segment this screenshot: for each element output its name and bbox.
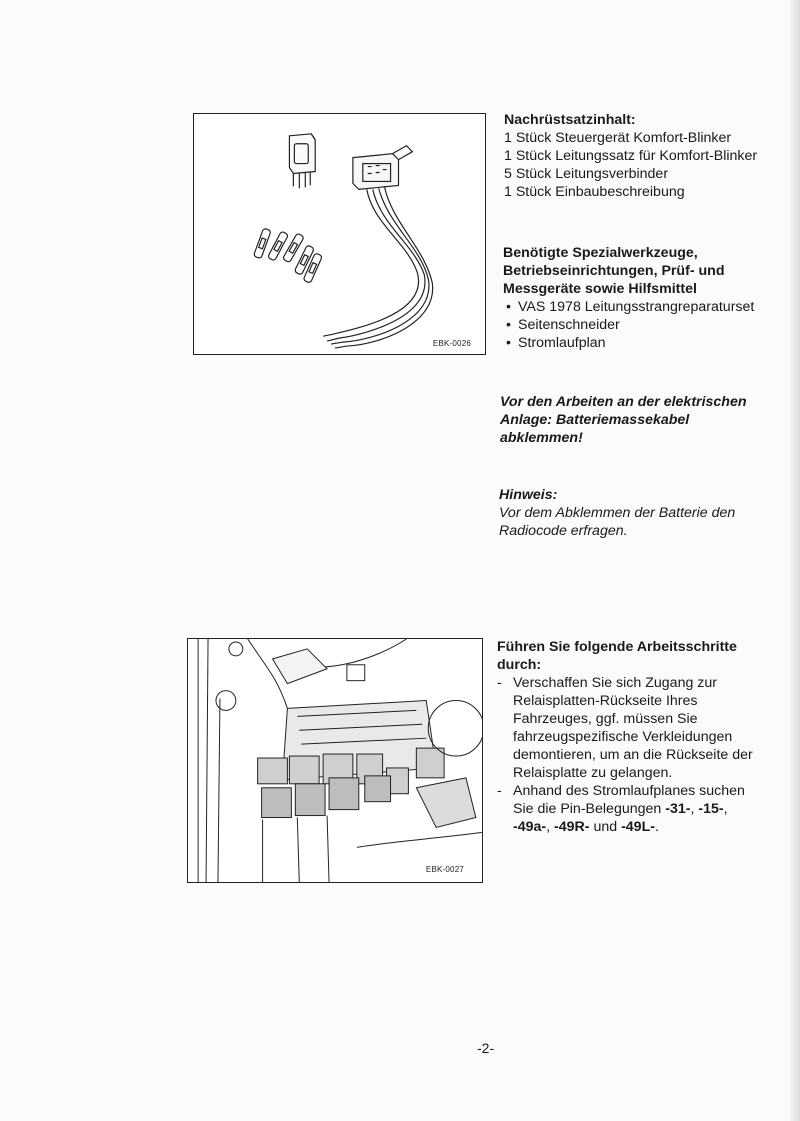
- pin-15: -15-: [698, 801, 724, 817]
- separator: ,: [690, 801, 699, 817]
- battery-warning: [500, 393, 747, 447]
- pin-49a: -49a-: [513, 819, 547, 835]
- pin-49l: -49L-: [621, 819, 655, 835]
- page-edge-shadow: [790, 0, 800, 1121]
- step-line: Fahrzeuges, ggf. müssen Sie: [513, 711, 698, 727]
- step-line: Relaisplatten-Rückseite Ihres: [513, 693, 698, 709]
- tools-section: [503, 244, 754, 352]
- pin-31: -31-: [665, 801, 691, 817]
- kit-contents-list: [504, 129, 757, 201]
- step-line: fahrzeugspezifische Verkleidungen: [513, 729, 733, 745]
- heading-line: durch:: [497, 657, 542, 673]
- step-item: [497, 674, 787, 782]
- separator: ,: [723, 801, 728, 817]
- figure-label: EBK-0026: [432, 339, 471, 348]
- note-heading: Hinweis:: [499, 487, 558, 503]
- kit-contents-heading: Nachrüstsatzinhalt:: [504, 112, 636, 128]
- steps-list: [497, 674, 787, 836]
- page-number: -2-: [477, 1040, 495, 1056]
- step-line: demontieren, um an die Rückseite der: [513, 747, 753, 763]
- list-item: • Stromlaufplan: [503, 334, 754, 352]
- list-item: • Seitenschneider: [503, 316, 754, 334]
- heading-line: Betriebseinrichtungen, Prüf- und: [503, 263, 725, 279]
- list-item: 1 Stück Leitungssatz für Komfort-Blinker: [504, 148, 758, 164]
- figure-label: EBK-0027: [425, 865, 464, 874]
- steps-section: [497, 638, 787, 836]
- figure-kit-contents: [193, 113, 486, 355]
- tools-heading: [503, 244, 754, 298]
- list-item: 1 Stück Einbaubeschreibung: [504, 184, 685, 200]
- figure-relay-panel: [187, 638, 483, 883]
- dash-marker: -: [497, 675, 502, 691]
- tools-list: [503, 298, 754, 352]
- period: .: [654, 819, 659, 835]
- kit-contents-illustration: [194, 114, 485, 354]
- heading-line: Messgeräte sowie Hilfsmittel: [503, 281, 697, 297]
- kit-contents-section: [504, 111, 757, 201]
- list-item: • VAS 1978 Leitungsstrangreparaturset: [503, 298, 754, 316]
- warning-line: Anlage: Batteriemassekabel: [500, 412, 690, 428]
- pin-49r: -49R-: [554, 819, 590, 835]
- step-line: Verschaffen Sie sich Zugang zur: [513, 675, 717, 691]
- note-line: Vor dem Abklemmen der Batterie den: [499, 505, 736, 521]
- relay-panel-illustration: [188, 639, 482, 882]
- heading-line: Benötigte Spezialwerkzeuge,: [503, 245, 698, 261]
- dash-marker: -: [497, 783, 502, 799]
- warning-line: abklemmen!: [500, 430, 583, 446]
- step-line: Sie die Pin-Belegungen: [513, 801, 666, 817]
- conjunction: und: [589, 819, 622, 835]
- note-line: Radiocode erfragen.: [499, 523, 628, 539]
- step-line: Anhand des Stromlaufplanes suchen: [513, 783, 745, 799]
- list-item: 5 Stück Leitungsverbinder: [504, 166, 669, 182]
- step-line: Relaisplatte zu gelangen.: [513, 765, 673, 781]
- warning-line: Vor den Arbeiten an der elektrischen: [500, 394, 747, 410]
- list-item: 1 Stück Steuergerät Komfort-Blinker: [504, 130, 732, 146]
- steps-heading: [497, 638, 787, 674]
- note-section: [499, 486, 735, 540]
- separator: ,: [546, 819, 555, 835]
- step-item: [497, 782, 787, 836]
- heading-line: Führen Sie folgende Arbeitsschritte: [497, 639, 737, 655]
